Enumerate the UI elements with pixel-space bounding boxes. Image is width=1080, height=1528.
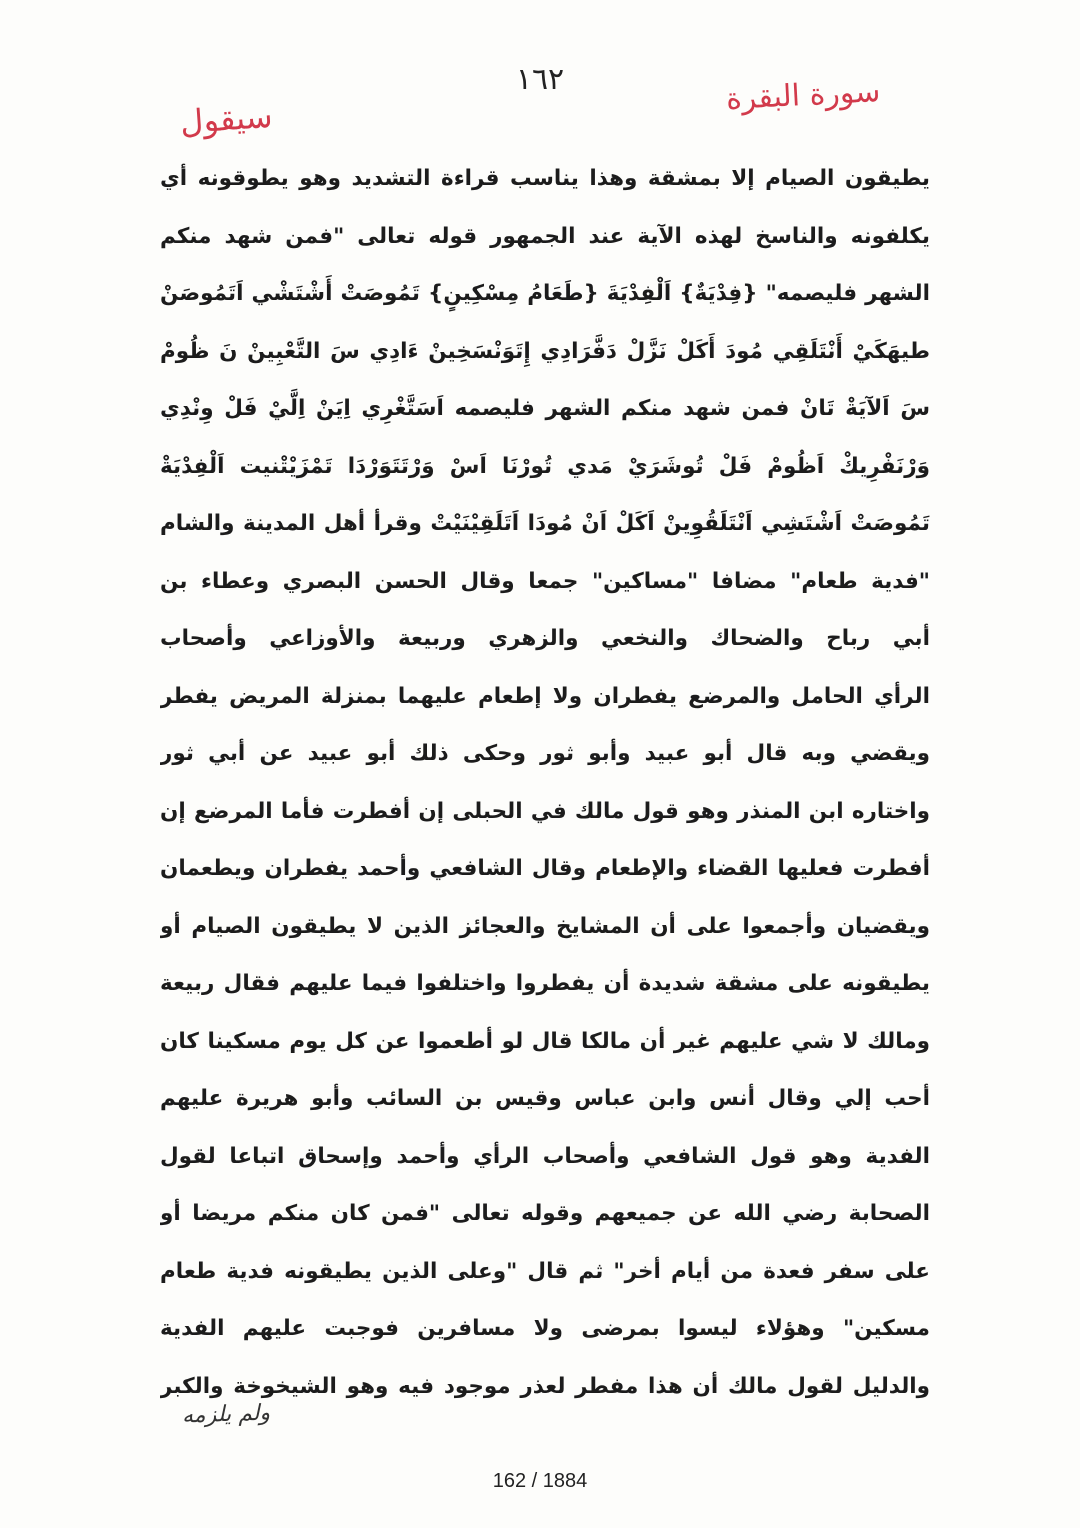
text-line: والدليل لقول مالك أن هذا مفطر لعذر موجود فيه وهو الشيخوخة والكبر [160, 1373, 930, 1399]
body-text [160, 150, 930, 1415]
text-line: الفدية وهو قول الشافعي وأصحاب الرأي وأحمد وإسحاق اتباعا لقول [160, 1143, 930, 1169]
catchword: ولم يلزمه [181, 1400, 271, 1429]
text-line: يطيقونه على مشقة شديدة أن يفطروا واختلفوا فيما عليهم فقال ربيعة [160, 971, 930, 996]
text-line: أفطرت فعليها القضاء والإطعام وقال الشافعي وأحمد يفطران ويطعمان [160, 856, 930, 881]
text-line: ويقضيان وأجمعوا على أن المشايخ والعجائز الذين لا يطيقون الصيام أو [160, 913, 930, 939]
text-line: سَ اَلآيَةْ تَانْ فمن شهد منكم الشهر فليصمه اَسَتَّغْرِي اِيَنْ اِلَّيْ فَلْ وِنْدِي [160, 396, 930, 421]
text-line: مسكين" وهؤلاء ليسوا بمرضى ولا مسافرين فوجبت عليهم الفدية [160, 1316, 930, 1341]
text-line: الرأي الحامل والمرضع يفطران ولا إطعام عليهما بمنزلة المريض يفطر [160, 683, 930, 709]
text-line: أبي رباح والضحاك والنخعي والزهري وربيعة والأوزاعي وأصحاب [160, 626, 930, 651]
text-line: ومالك لا شي عليهم غير أن مالكا قال لو أطعموا عن كل يوم مسكينا كان [160, 1028, 930, 1054]
juz-handwritten-note: سيقول [178, 96, 274, 142]
page-counter: 162 / 1884 [492, 1470, 588, 1492]
text-line: أحب إلي وقال أنس وابن عباس وقيس بن السائب وأبو هريرة عليهم [160, 1086, 930, 1111]
text-line: يطيقون الصيام إلا بمشقة وهذا يناسب قراءة التشديد وهو يطوقونه أي [160, 166, 930, 191]
text-line: واختاره ابن المنذر وهو قول مالك في الحبلى إن أفطرت فأما المرضع إن [160, 798, 930, 824]
text-line: يكلفونه والناسخ لهذه الآية عند الجمهور قوله تعالى "فمن شهد منكم [160, 223, 930, 249]
page-number: ١٦٢ [515, 62, 565, 97]
text-line: وَرْنَفْرِيكْ اَظُومْ فَلْ تُوشَرَيْ مَدي تُورْنَا اَسْ وَرْتَتَوَرْدَا تَمْزَيْتْنيت اَلْفِدْيَةْ [160, 453, 930, 479]
text-line: الشهر فليصمه" {فِدْيَةٌ} اَلْفِدْيَةَ {طَعَامُ مِسْكِينٍ} تَمُوصَتْ أَشْتَشْي اَتَمُوصَنْ [160, 281, 930, 306]
text-line: ويقضي وبه قال أبو عبيد وأبو ثور وحكى ذلك أبو عبيد عن أبي ثور [160, 741, 930, 766]
text-line: "فدية طعام" مضافا "مساكين" جمعا وقال الحسن البصري وعطاء بن [160, 568, 930, 594]
text-line: طيهَكَيْ أَنْتَلَقِي مُودَ أَكَلْ نَزَّلْ دَفَّرَادِي إِتَوَنْسَخِينْ ءَادِي سَ التَّعْبِينْ نَ ظُومْ [160, 338, 930, 364]
surah-handwritten-note: سورة البقرة [724, 73, 881, 118]
text-line: على سفر فعدة من أيام أخر" ثم قال "وعلى الذين يطيقونه فدية طعام [160, 1258, 930, 1284]
text-line: تَمُوصَتْ اَشْتَشِي اَنْتَلَقُوِينْ اَكَلْ اَنْ مُودَا اَتَلَقِيْنَيْتْ وقرأ أهل المدينة والشام [160, 511, 930, 536]
text-line: الصحابة رضي الله عن جميعهم وقوله تعالى "فمن كان منكم مريضا أو [160, 1201, 930, 1226]
